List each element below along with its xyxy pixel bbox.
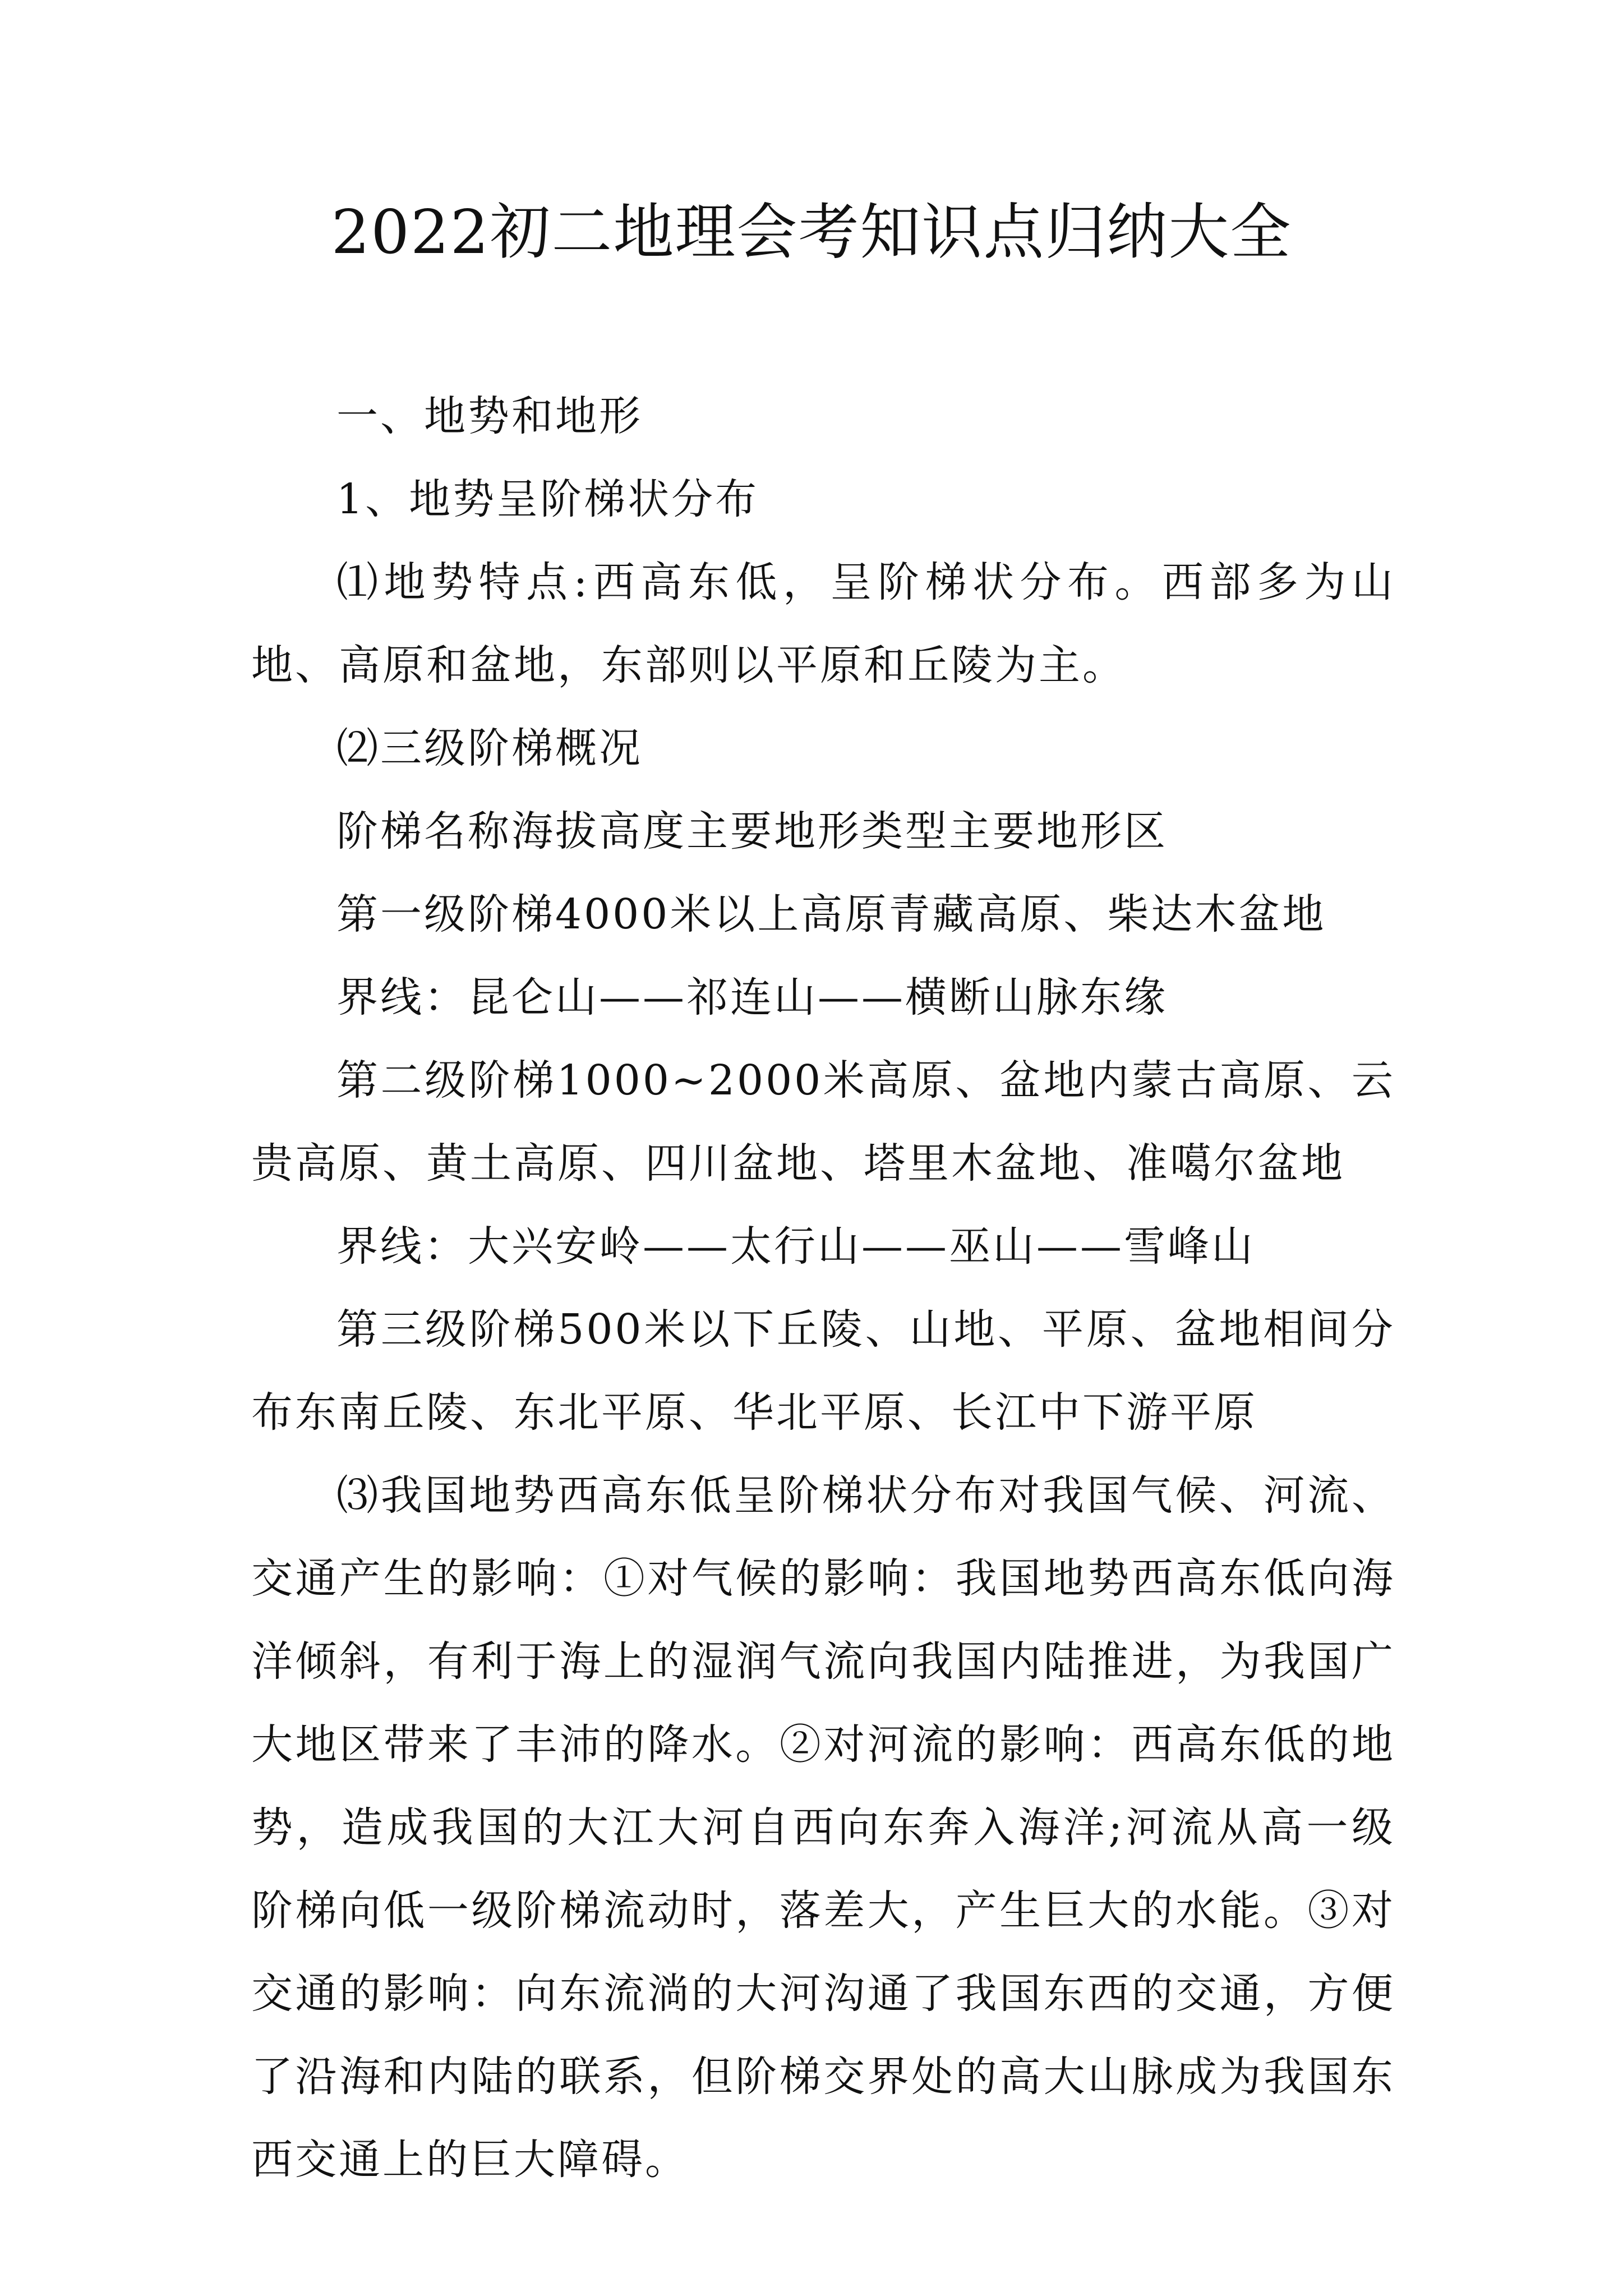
document-title: 2022初二地理会考知识点归纳大全 [331, 197, 1292, 268]
paragraph: 第一级阶梯4000米以上高原青藏高原、柴达木盆地 [336, 890, 1326, 938]
section-heading: 一、地势和地形 [336, 392, 643, 440]
paragraph: 界线：大兴安岭——太行山——巫山——雪峰山 [336, 1222, 1255, 1271]
paragraph: 第二级阶梯1000~2000米高原、盆地内蒙古高原、云贵高原、黄土高原、四川盆地、塔里木盆地、准噶尔盆地 [251, 1056, 1395, 1188]
document-body [251, 375, 1395, 2201]
subsection-heading: 1、地势呈阶梯状分布 [336, 475, 759, 523]
paragraph: 界线：昆仑山——祁连山——横断山脉东缘 [336, 973, 1168, 1022]
paragraph: 阶梯名称海拔高度主要地形类型主要地形区 [336, 807, 1168, 855]
paragraph: ⑵三级阶梯概况 [336, 724, 643, 772]
paragraph: ⑶我国地势西高东低呈阶梯状分布对我国气候、河流、交通产生的影响：①对气候的影响：我国地势西高东低向海洋倾斜，有利于海上的湿润气流向我国内陆推进，为我国广大地区带来了丰沛的降水。②对河流的影响：西高东低的地势，造成我国的大江大河自西向东奔入海洋;河流从高一级阶梯向低一级阶梯流动时，落差大，产生巨大的水能。③对交通的影响：向东流淌的大河沟通了我国东西的交通，方便了沿海和内陆的联系，但阶梯交界处的高大山脉成为我国东西交通上的巨大障碍。 [251, 1471, 1395, 2184]
paragraph: ⑴地势特点:西高东低，呈阶梯状分布。西部多为山地、高原和盆地，东部则以平原和丘陵为主。 [251, 558, 1395, 689]
paragraph: 第三级阶梯500米以下丘陵、山地、平原、盆地相间分布东南丘陵、东北平原、华北平原、长江中下游平原 [251, 1305, 1395, 1437]
